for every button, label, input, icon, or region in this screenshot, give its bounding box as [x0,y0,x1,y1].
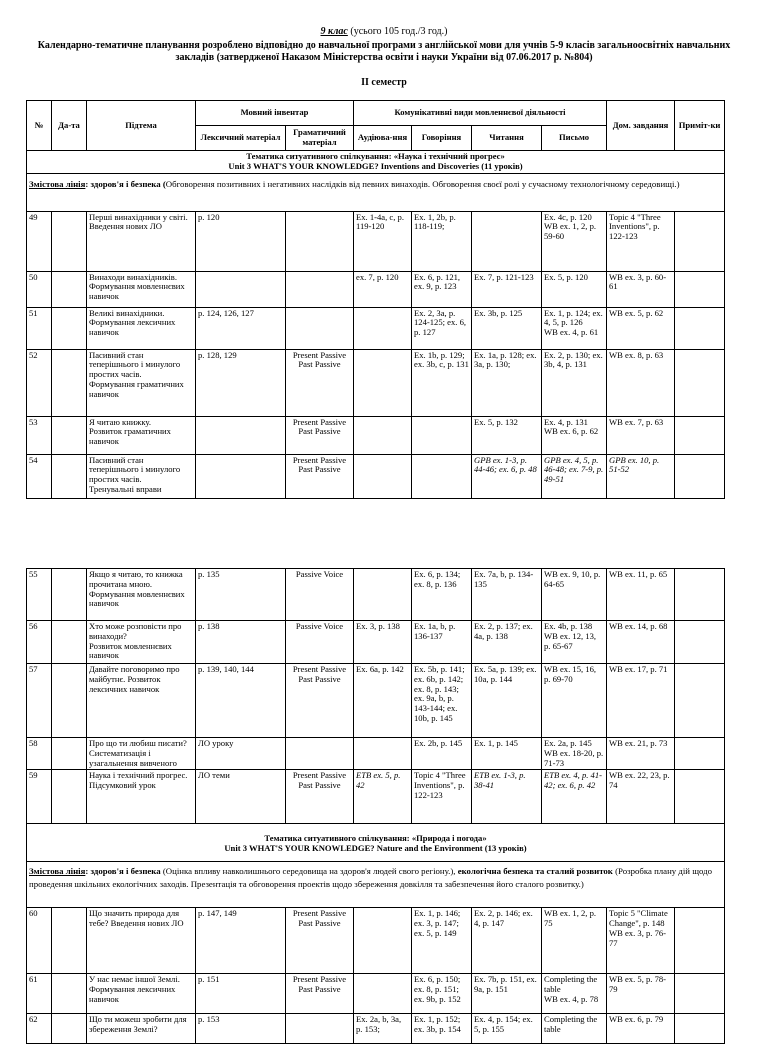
table-row [27,738,725,770]
cell-gram [286,271,354,307]
cell-write: WB ex. 9, 10, p. 64-65 [542,569,607,621]
cell-subtopic: Пасивний стан теперішнього і минулого простих часів. Тренувальні вправи [87,454,196,498]
cell-audio [354,569,412,621]
cell-read: Ex. 1a, p. 128; ex. 3a, p. 130; [472,349,542,416]
table-row [27,974,725,1014]
cell-audio [354,416,412,454]
cell-subtopic: Хто може розповісти про винаходи? Розвиток мовленнєвих навичок [87,621,196,664]
cell-subtopic: Пасивний стан теперішнього і минулого простих часів. Формування граматичних навичок [87,349,196,416]
cell-notes [675,621,725,664]
cell-hw: WB ex. 21, p. 73 [607,738,675,770]
cell-hw: WB ex. 17, p. 71 [607,664,675,738]
table-row [27,621,725,664]
cell-date [52,974,87,1014]
cell-speak: Ex. 2, 3a, p. 124-125; ex. 6, p. 127 [412,307,472,349]
cell-notes [675,1014,725,1044]
cell-gram [286,738,354,770]
table-row [27,664,725,738]
cell-date [52,770,87,824]
cell-date [52,664,87,738]
cell-lex: p. 120 [196,211,286,271]
cell-date [52,621,87,664]
cell-read: Ex. 2, p. 137; ex. 4a, p. 138 [472,621,542,664]
hours-note: (усього 105 год./3 год.) [347,26,448,37]
cell-date [52,454,87,498]
cell-notes [675,454,725,498]
cell-write: Ex. 2a, p. 145 WB ex. 18-20, p. 71-73 [542,738,607,770]
cell-gram: Present Passive Past Passive [286,416,354,454]
content-line-bold: здоров'я і безпека ( [90,178,166,189]
cell-date [52,908,87,974]
cell-gram: Passive Voice [286,569,354,621]
cell-date [52,211,87,271]
cell-audio: ex. 7, p. 120 [354,271,412,307]
cell-subtopic: Я читаю книжку. Розвиток граматичних навичок [87,416,196,454]
cell-notes [675,664,725,738]
cell-lex: p. 124, 126, 127 [196,307,286,349]
cell-lex: p. 153 [196,1014,286,1044]
header-lexical: Лексичний матеріал [196,126,286,151]
cell-date [52,416,87,454]
cell-gram: Present Passive Past Passive [286,454,354,498]
table-row [27,454,725,498]
header-notes: Приміт-ки [675,101,725,151]
cell-hw: WB ex. 11, p. 65 [607,569,675,621]
cell-subtopic: У нас немає іншої Землі. Формування лексичних навичок [87,974,196,1014]
table-row [27,569,725,621]
cell-subtopic: Винаходи винахідників. Формування мовленнєвих навичок [87,271,196,307]
cell-audio: Ex. 2a, b, 3a, p. 153; [354,1014,412,1044]
cell-write: WB ex. 15, 16, p. 69-70 [542,664,607,738]
topic-1-cell [27,151,725,174]
cell-subtopic: Про що ти любиш писати? Систематизація і узагальнення вивченого [87,738,196,770]
cell-num: 58 [27,738,52,770]
cell-notes [675,908,725,974]
class-label: 9 клас [320,26,348,37]
header-communicative: Комунікативні види мовленнєвої діяльності [354,101,607,126]
cell-audio [354,738,412,770]
cell-read: GPB ex. 1-3, p. 44-46; ex. 6, p. 48 [472,454,542,498]
cell-num: 62 [27,1014,52,1044]
cell-read: ETB ex. 1-3, p. 38-41 [472,770,542,824]
table-row [27,271,725,307]
cell-audio [354,454,412,498]
cell-read [472,211,542,271]
header-reading: Читання [472,126,542,151]
cell-audio [354,307,412,349]
table-row [27,307,725,349]
cell-num: 60 [27,908,52,974]
cell-speak: Ex. 6, p. 134; ex. 8, p. 136 [412,569,472,621]
topic-2-unit: Unit 3 WHAT'S YOUR KNOWLEDGE? Nature and the Environment (13 уроків) [224,843,527,854]
cell-notes [675,738,725,770]
cell-notes [675,569,725,621]
cell-num: 55 [27,569,52,621]
plan-subtitle: Календарно-тематичне планування розроблено відповідно до навчальної програми з англійської мови для учнів 5-9 класів загальноосвітніх навчальних закладів (затвердженої Наказом Міністерства освіти і науки України від 07.06.2017 р. №804) [37,40,731,63]
cell-gram [286,211,354,271]
cell-lex [196,454,286,498]
content-line-2: Змістова лінія: здоров'я і безпека (Оцінка впливу навколишнього середовища на здоров'я людей свого регіону.), екологічна безпека та сталий розвиток (Розробка плану дій щодо проведення шкільних екологічних заходів. Презентація та обговорення проектів щодо збереження довкілля та забезпечення його сталого розвитку.) [27,862,725,908]
table-row [27,349,725,416]
cell-write: Ex. 2, p. 130; ex. 3b, 4, p. 131 [542,349,607,416]
cell-write: WB ex. 1, 2, p. 75 [542,908,607,974]
cell-lex: p. 135 [196,569,286,621]
cell-gram [286,1014,354,1044]
cell-hw: WB ex. 6, p. 79 [607,1014,675,1044]
cell-read: Ex. 2, p. 146; ex. 4, p. 147 [472,908,542,974]
cell-read: Ex. 5a, p. 139; ex. 10a, p. 144 [472,664,542,738]
cell-read: Ex. 1, p. 145 [472,738,542,770]
cell-write: GPB ex. 4, 5, p. 46-48; ex. 7-9, p. 49-51 [542,454,607,498]
cell-write: Ex. 1, p. 124; ex. 4, 5, p. 126 WB ex. 4, p. 61 [542,307,607,349]
cell-lex [196,416,286,454]
header-grammar: Граматичний матеріал [286,126,354,151]
cell-date [52,271,87,307]
content-line-text: Обговорення позитивних і негативних наслідків від певних винаходів. Обговорення своєї ролі у сучасному технологічному середовищі.) [165,178,680,189]
cell-gram: Passive Voice [286,621,354,664]
cell-write: Completing the table WB ex. 4, p. 78 [542,974,607,1014]
cell-num: 57 [27,664,52,738]
header-audio: Аудіюва-ння [354,126,412,151]
cell-hw: WB ex. 14, p. 68 [607,621,675,664]
cell-hw: Topic 4 "Three Inventions", p. 122-123 [607,211,675,271]
topic-2-title: Тематика ситуативного спілкування: «Природа і погода» [264,833,487,844]
cell-subtopic: Давайте поговоримо про майбутнє. Розвиток лексичних навичок [87,664,196,738]
content-line-label: Змістова лінія [29,178,86,189]
cell-read: Ex. 7a, b, p. 134-135 [472,569,542,621]
cell-gram: Present Passive Past Passive [286,664,354,738]
cell-speak: Ex. 1, p. 146; ex. 3, p. 147; ex. 5, p. 149 [412,908,472,974]
cell-lex: p. 128, 129 [196,349,286,416]
table-row [27,416,725,454]
cell-notes [675,349,725,416]
cell-lex: p. 151 [196,974,286,1014]
cell-audio: Ex. 3, p. 138 [354,621,412,664]
cell-read: Ex. 7, p. 121-123 [472,271,542,307]
cell-write: Ex. 5, p. 120 [542,271,607,307]
cell-notes [675,770,725,824]
cell-date [52,1014,87,1044]
cell-speak: Ex. 6, p. 150; ex. 8, p. 151; ex. 9b, p. 152 [412,974,472,1014]
cell-lex: ЛО теми [196,770,286,824]
cell-num: 53 [27,416,52,454]
header-writing: Письмо [542,126,607,151]
cell-subtopic: Наука і технічний прогрес. Підсумковий урок [87,770,196,824]
cell-lex [196,271,286,307]
cell-date [52,349,87,416]
cell-num: 56 [27,621,52,664]
cell-audio [354,908,412,974]
header-language-inventory: Мовний інвентар [196,101,354,126]
plan-table-part-2 [26,568,725,1044]
topic-1-title: Тематика ситуативного спілкування: «Наука і технічний прогрес» [246,151,505,161]
cell-hw: WB ex. 8, p. 63 [607,349,675,416]
cell-notes [675,271,725,307]
cell-write: Completing the table [542,1014,607,1044]
cell-hw: WB ex. 5, p. 62 [607,307,675,349]
cell-write: Ex. 4c, p. 120 WB ex. 1, 2, p. 59-60 [542,211,607,271]
cell-notes [675,974,725,1014]
class-heading [0,26,768,37]
cell-read: Ex. 4, p. 154; ex. 5, p. 155 [472,1014,542,1044]
cell-hw: Topic 5 "Climate Change", p. 148 WB ex. 3, p. 76-77 [607,908,675,974]
cell-write: ETB ex. 4, p. 41-42; ex. 6, p. 42 [542,770,607,824]
cell-gram: Present Passive Past Passive [286,974,354,1014]
cell-hw: WB ex. 3, p. 60-61 [607,271,675,307]
topic-2-cell [27,824,725,862]
cell-hw: WB ex. 5, p. 78-79 [607,974,675,1014]
cell-speak: Ex. 1, p. 152; ex. 3b, p. 154 [412,1014,472,1044]
cell-lex: p. 138 [196,621,286,664]
cell-num: 54 [27,454,52,498]
cell-lex: ЛО уроку [196,738,286,770]
cell-speak: Ex. 1, 2b, p. 118-119; [412,211,472,271]
cell-speak: Ex. 1a, b, p. 136-137 [412,621,472,664]
cell-num: 50 [27,271,52,307]
header-date: Да-та [52,101,87,151]
cell-gram: Present Passive Past Passive [286,349,354,416]
cell-speak [412,454,472,498]
table-row [27,1014,725,1044]
cell-write: Ex. 4, p. 131 WB ex. 6, p. 62 [542,416,607,454]
cell-num: 52 [27,349,52,416]
cell-num: 51 [27,307,52,349]
cell-hw: WB ex. 22, 23, p. 74 [607,770,675,824]
cell-hw: WB ex. 7, p. 63 [607,416,675,454]
cell-speak: Ex. 2b, p. 145 [412,738,472,770]
cell-subtopic: Великі винахідники. Формування лексичних навичок [87,307,196,349]
table-row [27,908,725,974]
cell-read: Ex. 3b, p. 125 [472,307,542,349]
cell-subtopic: Що ти можеш зробити для збереження Землі? [87,1014,196,1044]
cell-audio: Ex. 1-4a, c, p. 119-120 [354,211,412,271]
cell-date [52,738,87,770]
cell-gram [286,307,354,349]
cell-gram: Present Passive Past Passive [286,770,354,824]
header-subtopic: Підтема [87,101,196,151]
header-homework: Дом. завдання [607,101,675,151]
cell-num: 59 [27,770,52,824]
cell-audio [354,349,412,416]
table-row [27,211,725,271]
cell-read: Ex. 5, p. 132 [472,416,542,454]
cell-date [52,307,87,349]
cell-notes [675,211,725,271]
cell-notes [675,416,725,454]
topic-1-unit: Unit 3 WHAT'S YOUR KNOWLEDGE? Inventions and Discoveries (11 уроків) [228,160,523,171]
cell-speak: Topic 4 "Three Inventions", p. 122-123 [412,770,472,824]
header-speaking: Говоріння [412,126,472,151]
cell-subtopic: Що значить природа для тебе? Введення нових ЛО [87,908,196,974]
cell-audio: ETB ex. 5, p. 42 [354,770,412,824]
cell-audio: Ex. 6a, p. 142 [354,664,412,738]
cell-hw: GPB ex. 10, p. 51-52 [607,454,675,498]
cell-lex: p. 147, 149 [196,908,286,974]
semester-title: ІІ семестр [361,77,407,88]
cell-read: Ex. 7b, p. 151, ex. 9a, p. 151 [472,974,542,1014]
cell-num: 49 [27,211,52,271]
cell-speak [412,416,472,454]
header-num: № [27,101,52,151]
cell-speak: Ex. 1b, p. 129; ex. 3b, c, p. 131 [412,349,472,416]
cell-notes [675,307,725,349]
cell-speak: Ex. 5b, p. 141; ex. 6b, p. 142; ex. 8, p. 143; ex. 9a, b, p. 143-144; ex. 10b, p. 145 [412,664,472,738]
cell-subtopic: Перші винахідники у світі. Введення нових ЛО [87,211,196,271]
cell-date [52,569,87,621]
table-row [27,770,725,824]
plan-table-part-1 [26,100,725,499]
cell-speak: Ex. 6, p. 121, ex. 9, p. 123 [412,271,472,307]
cell-num: 61 [27,974,52,1014]
cell-audio [354,974,412,1014]
content-line-1: Змістова лінія: здоров'я і безпека (Обговорення позитивних і негативних наслідків від певних винаходів. Обговорення своєї ролі у сучасному технологічному середовищі.) [27,173,725,211]
cell-gram: Present Passive Past Passive [286,908,354,974]
cell-lex: p. 139, 140, 144 [196,664,286,738]
cell-subtopic: Якщо я читаю, то книжка прочитана мною. Формування мовленнєвих навичок [87,569,196,621]
cell-write: Ex. 4b, p. 138 WB ex. 12, 13, p. 65-67 [542,621,607,664]
